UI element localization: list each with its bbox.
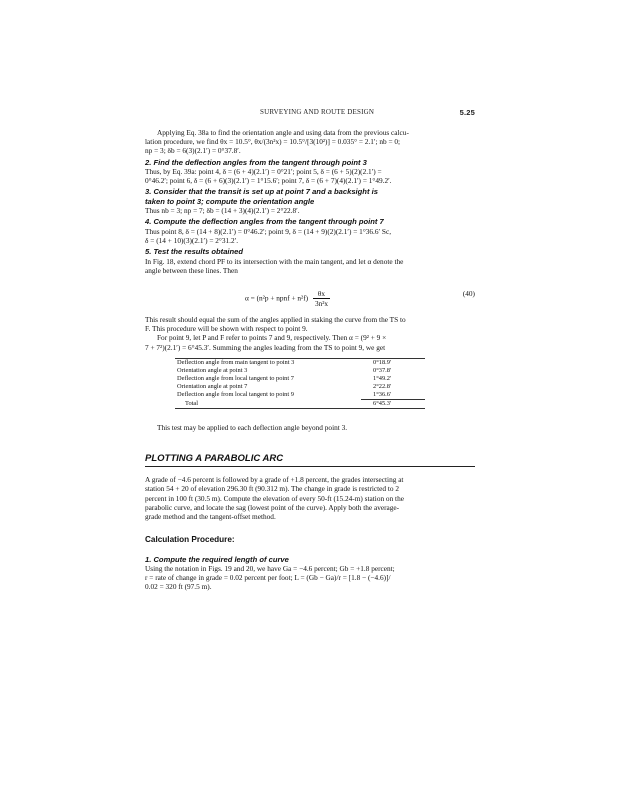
- page-number: 5.25: [459, 108, 475, 117]
- paragraph-line: For point 9, let P and F refer to points 7 and 9, respectively. Then α = (9² + 9 ×: [157, 333, 387, 343]
- step-5-line: angle between these lines. Then: [145, 265, 238, 275]
- calc-step-1-heading: 1. Compute the required length of curve: [145, 554, 289, 564]
- section-line: grade method and the tangent-offset method.: [145, 512, 276, 522]
- equation-denominator: 3n²x: [314, 299, 329, 309]
- table-cell-value: 0°37.8′: [373, 366, 392, 374]
- table-row: [175, 367, 425, 375]
- equation-fraction: [313, 289, 330, 308]
- intro-line: Applying Eq. 38a to find the orientation angle and using data from the previous calcu-: [157, 128, 409, 137]
- table-row: [175, 383, 425, 391]
- step-2-heading: 2. Find the deflection angles from the tangent through point 3: [145, 157, 367, 167]
- intro-line: np = 3; δb = 6(3)(2.1′) = 0°37.8′.: [145, 146, 241, 156]
- section-line: A grade of −4.6 percent is followed by a grade of +1.8 percent, the grades intersecting at: [145, 475, 404, 485]
- table-cell-value: 1°36.6′: [373, 390, 392, 398]
- equation-expression: [245, 289, 330, 308]
- table-cell-label: Deflection angle from local tangent to point 7: [177, 374, 294, 382]
- paragraph-line: This result should equal the sum of the angles applied in staking the curve from the TS to: [145, 315, 406, 325]
- table-total-value: 6°45.3′: [361, 399, 425, 408]
- step-5-heading: 5. Test the results obtained: [145, 247, 244, 257]
- table-cell-label: Deflection angle from local tangent to point 9: [177, 391, 294, 399]
- section-line: station 54 + 20 of elevation 296.30 ft (90.312 m). The change in grade is restricted to 2: [145, 484, 400, 494]
- section-title: PLOTTING A PARABOLIC ARC: [145, 454, 475, 467]
- intro-line: lation procedure, we find θx = 10.5°, θx/(3n²x) = 10.5°/[3(10²)] = 0.035° = 2.1′; nb = 0;: [145, 137, 401, 147]
- calc-step-1-line: Using the notation in Figs. 19 and 20, we have Ga = −4.6 percent; Gb = +1.8 percent;: [145, 563, 395, 573]
- calc-step-1: [145, 555, 475, 592]
- step-2-line: 0°46.2′; point 6, δ = (6 + 6)(3)(2.1′) = 1°15.6′; point 7, δ = (6 + 7)(4)(2.1′) = 1°49.2′.: [145, 176, 392, 186]
- paragraph-line: 7 + 7²)(2.1′) = 6°45.3′. Summing the angles leading from the TS to point 9, we get: [145, 342, 386, 352]
- equation-number: (40): [462, 289, 475, 299]
- test-note: This test may be applied to each deflection angle beyond point 3.: [157, 422, 348, 432]
- angle-sum-table: [175, 358, 425, 409]
- body-content: [145, 128, 475, 592]
- table-cell-value: 1°49.2′: [373, 374, 392, 382]
- step-3-heading-cont: taken to point 3; compute the orientation angle: [145, 196, 315, 206]
- table-cell-label: Orientation angle at point 3: [177, 366, 248, 374]
- step-5-line: In Fig. 18, extend chord PF to its intersection with the main tangent, and let α denote the: [145, 256, 404, 266]
- step-3-heading: 3. Consider that the transit is set up at point 7 and a backsight is: [145, 187, 378, 197]
- equation-40: [145, 283, 475, 307]
- table-cell-value: 0°18.9′: [361, 358, 425, 367]
- section-line: percent in 100 ft (30.5 m). Compute the elevation of every 50-ft (15.24-m) station on the: [145, 493, 404, 503]
- table-row: [175, 375, 425, 383]
- equation-numerator: θx: [313, 289, 330, 299]
- table-cell-label: Orientation angle at point 7: [177, 382, 248, 390]
- calc-step-1-line: 0.02 = 320 ft (97.5 m).: [145, 582, 212, 592]
- step-4-heading: 4. Compute the deflection angles from the tangent through point 7: [145, 217, 384, 227]
- header-title: SURVEYING AND ROUTE DESIGN: [260, 108, 375, 116]
- step-3-line: Thus nb = 3; np = 7; δb = (14 + 3)(4)(2.1′) = 2°22.8′.: [145, 206, 300, 216]
- table-total-label: Total: [175, 399, 361, 408]
- table-row: [175, 358, 425, 367]
- table-cell-label: Deflection angle from main tangent to point 3: [175, 358, 361, 367]
- step-4-line: δ = (14 + 10)(3)(2.1′) = 2°31.2′.: [145, 236, 239, 246]
- calc-step-1-line: r = rate of change in grade = 0.02 percent per foot; L = (Gb − Ga)/r = [1.8 − (−4.6)]/: [145, 573, 391, 583]
- section-body: [145, 475, 475, 521]
- step-4-line: Thus point 8, δ = (14 + 8)(2.1′) = 0°46.2′; point 9, δ = (14 + 9)(2)(2.1′) = 1°36.6′ Sc,: [145, 226, 392, 236]
- table-cell-value: 2°22.8′: [373, 382, 392, 390]
- section-line: parabolic curve, and locate the sag (lowest point of the curve). Apply both the average-: [145, 502, 400, 512]
- step-2-line: Thus, by Eq. 39a: point 4, δ = (6 + 4)(2.1′) = 0°21′; point 5, δ = (6 + 5)(2)(2.1′) =: [145, 167, 382, 177]
- table-row: [175, 391, 425, 400]
- table-total-row: [175, 399, 425, 408]
- calculation-procedure-heading: Calculation Procedure:: [145, 535, 235, 545]
- paragraph-line: F. This procedure will be shown with respect to point 9.: [145, 324, 308, 334]
- equation-lhs: α = (n²p + npnf + n²f): [245, 293, 309, 303]
